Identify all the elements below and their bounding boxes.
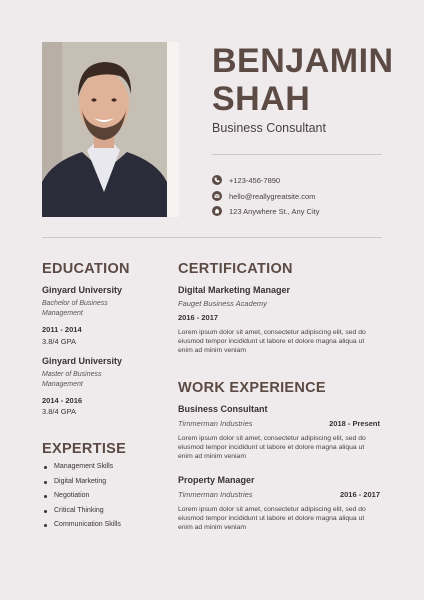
phone-text: +123-456-7890 — [229, 175, 281, 185]
education-degree: Master of Business Management — [42, 371, 102, 388]
certification-desc: Lorem ipsum dolor sit amet, consectetur adipiscing elit, sed do eiusmod tempor incididunt ut labore et dolore magna aliqua ut enim ad minim veniam — [178, 329, 366, 355]
list-item: Management Skills — [44, 463, 121, 478]
education-gpa: 3.8/4 GPA — [42, 407, 77, 416]
list-item: Negotiation — [44, 492, 121, 507]
contact-phone — [212, 175, 280, 185]
education-gpa: 3.8/4 GPA — [42, 337, 77, 346]
contact-email — [212, 191, 315, 201]
education-years: 2014 - 2016 — [42, 396, 83, 405]
education-degree: Bachelor of Business Management — [42, 300, 108, 317]
expertise-heading: EXPERTISE — [42, 441, 127, 457]
candidate-title: Business Consultant — [212, 121, 326, 135]
email-text: hello@reallygreatsite.com — [229, 191, 316, 201]
phone-icon — [212, 175, 222, 185]
certification-title: Digital Marketing Manager — [178, 285, 291, 295]
work-heading: WORK EXPERIENCE — [178, 380, 326, 396]
education-years: 2011 - 2014 — [42, 325, 82, 334]
home-icon — [212, 206, 222, 216]
portrait-image — [42, 42, 167, 217]
email-icon — [212, 191, 222, 201]
work-company: Timmerman Industries — [178, 490, 253, 499]
candidate-name: BENJAMIN SHAH — [212, 42, 394, 118]
list-item: Digital Marketing — [44, 478, 121, 493]
photo-accent-strip — [167, 42, 179, 217]
expertise-list — [44, 463, 121, 536]
work-role: Business Consultant — [178, 404, 268, 414]
work-desc: Lorem ipsum dolor sit amet, consectetur adipiscing elit, sed do eiusmod tempor incididunt ut labore et dolore magna aliqua ut enim ad minim veniam — [178, 506, 366, 532]
list-item: Critical Thinking — [44, 507, 121, 522]
section-divider — [42, 237, 382, 238]
profile-photo — [42, 42, 167, 217]
education-school: Ginyard University — [42, 356, 123, 366]
address-text: 123 Anywhere St., Any City — [229, 206, 320, 216]
contact-address — [212, 206, 319, 216]
work-desc: Lorem ipsum dolor sit amet, consectetur adipiscing elit, sed do eiusmod tempor incididunt ut labore et dolore magna aliqua ut enim ad minim veniam — [178, 435, 366, 461]
education-school: Ginyard University — [42, 285, 123, 295]
certification-org: Fauget Business Academy — [178, 299, 267, 308]
list-item: Communication Skills — [44, 521, 121, 536]
work-years: 2018 - Present — [329, 419, 380, 428]
certification-years: 2016 - 2017 — [178, 313, 219, 322]
certification-heading: CERTIFICATION — [178, 261, 293, 277]
divider — [212, 154, 382, 155]
education-heading: EDUCATION — [42, 261, 130, 277]
work-role: Property Manager — [178, 475, 255, 485]
work-company: Timmerman Industries — [178, 419, 253, 428]
work-years: 2016 - 2017 — [339, 490, 380, 499]
